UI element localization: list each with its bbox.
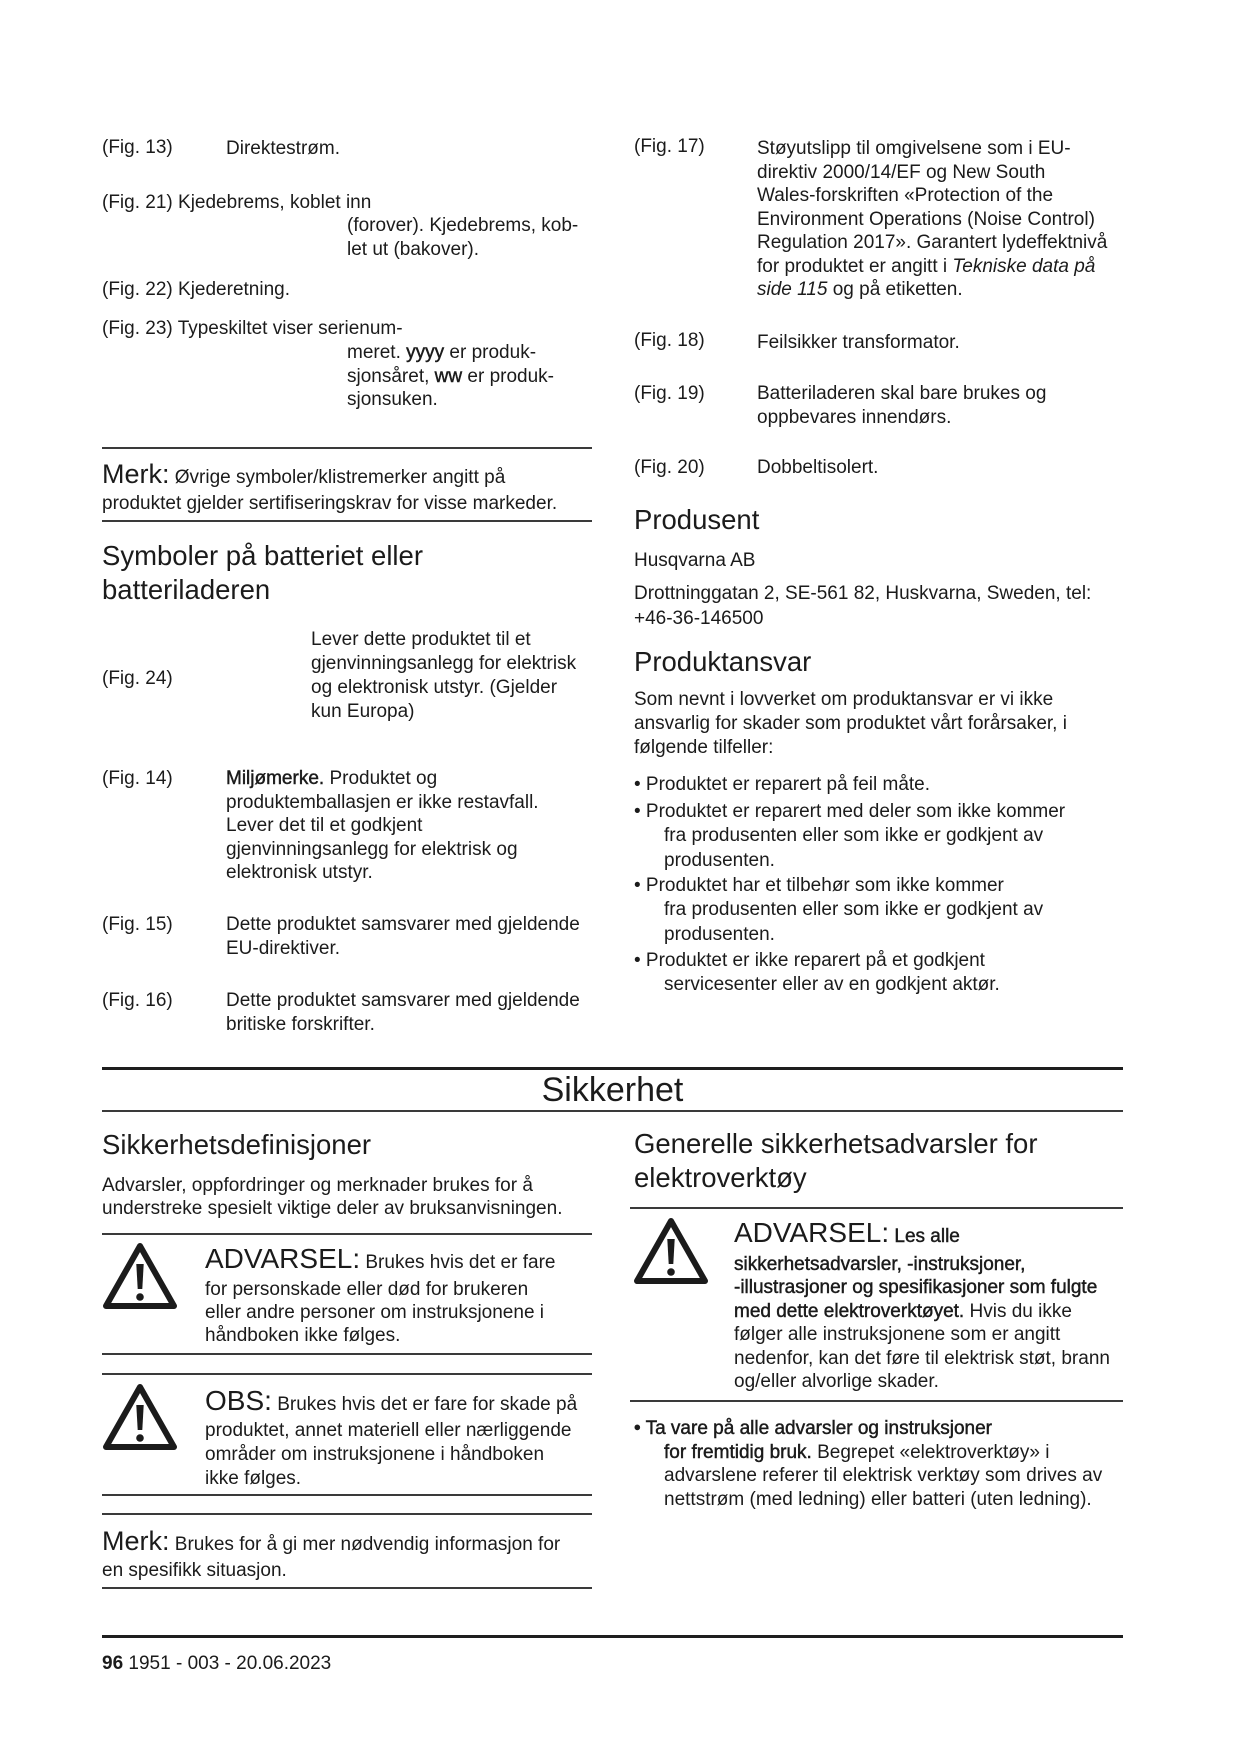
- text-line: Dette produktet samsvarer med gjeldende: [226, 914, 580, 935]
- fig23-line3: [347, 365, 554, 389]
- list-item: [634, 800, 1065, 873]
- note-label: Merk:: [102, 1526, 170, 1556]
- fig22-text: Kjederetning.: [178, 279, 290, 300]
- footer: [102, 1652, 331, 1676]
- list-item: [634, 773, 930, 797]
- fig19-text: [757, 382, 1046, 430]
- battery-symbols-heading: [102, 539, 423, 607]
- text-line: Lever dette produktet til et: [311, 629, 531, 650]
- heading-line: Symboler på batteriet eller: [102, 540, 423, 571]
- note-first-line: [102, 1527, 560, 1559]
- fig18-text: Feilsikker transformator.: [757, 332, 960, 353]
- fig23-line3-start: sjonsåret,: [347, 365, 430, 387]
- fig23-row: [102, 317, 403, 341]
- section-title: Sikkerhet: [541, 1071, 684, 1109]
- fig15-label: (Fig. 15): [102, 914, 173, 935]
- fig14-text: [226, 767, 539, 885]
- document-id: 1951 - 003 - 20.06.2023: [128, 1653, 332, 1674]
- warning-triangle-icon: [102, 1241, 178, 1311]
- manufacturer-address: [634, 582, 1091, 631]
- text-line: gjenvinningsanlegg for elektrisk og: [226, 838, 518, 860]
- text-line: håndboken ikke følges.: [205, 1325, 401, 1346]
- divider: [102, 1513, 592, 1515]
- list-item: [634, 1417, 1102, 1511]
- caution-definition: [205, 1386, 577, 1491]
- text-line: følgende tilfeller:: [634, 737, 774, 758]
- text-line: for personskade eller død for brukeren: [205, 1279, 529, 1300]
- divider: [102, 520, 592, 522]
- text-line: følger alle instruksjonene som er angitt: [734, 1324, 1061, 1346]
- phone-number: +46-36-146500: [634, 607, 764, 629]
- fig23-line3-end: er produk-: [467, 365, 554, 387]
- text-line: og/eller alvorlige skader.: [734, 1371, 939, 1393]
- fig23-line2-end: er produk-: [449, 342, 537, 363]
- text-line: Støyutslipp til omgivelsene som i EU-: [757, 138, 1071, 159]
- fig24-text: [311, 628, 576, 724]
- text-line: oppbevares innendørs.: [757, 407, 952, 428]
- divider: [102, 1353, 592, 1355]
- warning-definition: [205, 1243, 555, 1347]
- note-first-line: [102, 460, 557, 492]
- warning-triangle-icon: [102, 1382, 178, 1452]
- fig23-label: (Fig. 23): [102, 318, 173, 339]
- heading-line: elektroverktøy: [634, 1162, 807, 1193]
- text-line: elektronisk utstyr.: [226, 862, 373, 883]
- text-line: Batteriladeren skal bare brukes og: [757, 383, 1047, 404]
- warning-first-line: [205, 1243, 555, 1278]
- fig16-text: [226, 989, 580, 1036]
- text-line: direktiv 2000/14/EF og New South: [757, 161, 1046, 183]
- text-line: Environment Operations (Noise Control): [757, 208, 1095, 230]
- fig19-label: (Fig. 19): [634, 383, 705, 404]
- bullet-line: • Ta vare på alle advarsler og instruksjoner: [634, 1418, 992, 1439]
- fig18-label: (Fig. 18): [634, 330, 705, 351]
- fig15-text: [226, 913, 580, 960]
- fig16-label: (Fig. 16): [102, 990, 173, 1011]
- text-segment: for fremtidig bruk.: [664, 1441, 812, 1463]
- fig23-line2: [347, 341, 554, 365]
- text-line: [734, 1300, 1110, 1323]
- fig23-continuation: [347, 341, 554, 412]
- text-segment: og på etiketten.: [832, 279, 963, 300]
- fig23-line1: Typeskiltet viser serienum-: [177, 318, 403, 339]
- fig23-year-code: yyyy: [406, 342, 445, 363]
- fig13-label: (Fig. 13): [102, 137, 173, 158]
- text-line: en spesifikk situasjon.: [102, 1560, 287, 1581]
- fig21-line3: let ut (bakover).: [347, 238, 479, 260]
- fig22-label: (Fig. 22): [102, 279, 173, 300]
- bullet-continuation: fra produsenten eller som ikke er godkjent av: [664, 899, 1044, 921]
- eco-label-term: Miljømerke.: [226, 768, 325, 789]
- definitions-intro: [102, 1174, 562, 1220]
- general-warning: [734, 1216, 1110, 1393]
- warning-label: ADVARSEL:: [734, 1217, 890, 1248]
- bullet-line: • Produktet er reparert med deler som ikke kommer: [634, 801, 1066, 822]
- fig24-label: (Fig. 24): [102, 668, 173, 689]
- bullet-continuation: produsenten.: [664, 923, 775, 945]
- bullet-line: • Produktet er reparert på feil måte.: [634, 774, 931, 795]
- text-line: Lever det til et godkjent: [226, 815, 423, 836]
- fig14-label: (Fig. 14): [102, 768, 173, 789]
- fig22-row: [102, 278, 290, 302]
- text-line: eller andre personer om instruksjonene i: [205, 1302, 545, 1323]
- fig20-text: Dobbeltisolert.: [757, 457, 879, 478]
- fig23-line4: sjonsuken.: [347, 389, 438, 410]
- divider: [630, 1207, 1123, 1209]
- fig17-text: [757, 137, 1107, 302]
- fig13-text: Direktestrøm.: [226, 138, 340, 159]
- text-line: EU-direktiver.: [226, 937, 341, 959]
- text-line: produktemballasjen er ikke restavfall.: [226, 791, 539, 813]
- bullet-continuation: [634, 1441, 1102, 1465]
- fig21-row: [102, 191, 371, 215]
- text-line: Dette produktet samsvarer med gjeldende: [226, 990, 580, 1011]
- text-segment: Hvis du ikke: [969, 1300, 1072, 1322]
- text-segment: for produktet er angitt i: [757, 255, 948, 277]
- bullet-continuation: advarslene referer til elektrisk verktøy som drives av: [664, 1465, 1103, 1486]
- heading-line: batteriladeren: [102, 574, 271, 605]
- divider: [102, 1587, 592, 1589]
- divider: [630, 1400, 1123, 1402]
- text-line: Drottninggatan 2, SE-561 82, Huskvarna, Sweden, tel:: [634, 583, 1092, 604]
- fig20-label: (Fig. 20): [634, 457, 705, 478]
- footer-rule: [102, 1635, 1123, 1638]
- definitions-heading: Sikkerhetsdefinisjoner: [102, 1129, 372, 1160]
- heading-line: Generelle sikkerhetsadvarsler for: [634, 1128, 1038, 1159]
- text-line: kun Europa): [311, 701, 415, 722]
- text-segment: Brukes for å gi mer nødvendig informasjon for: [174, 1534, 561, 1555]
- note-line2: produktet gjelder sertifiseringskrav for visse markeder.: [102, 493, 558, 514]
- text-line: Wales-forskriften «Protection of the: [757, 185, 1054, 206]
- text-line: Advarsler, oppfordringer og merknader brukes for å: [102, 1175, 533, 1196]
- bullet-line: • Produktet er ikke reparert på et godkjent: [634, 950, 985, 971]
- cross-reference-page: side 115: [757, 279, 828, 300]
- list-item: [634, 949, 1000, 998]
- divider: [102, 1494, 592, 1496]
- warning-triangle-icon: [632, 1216, 710, 1286]
- bullet-continuation: nettstrøm (med ledning) eller batteri (uten ledning).: [664, 1488, 1092, 1510]
- divider: [102, 1373, 592, 1375]
- text-line: Som nevnt i lovverket om produktansvar er vi ikke: [634, 689, 1054, 710]
- text-segment: Les alle: [894, 1226, 960, 1247]
- fig17-label: (Fig. 17): [634, 136, 705, 157]
- text-line: sikkerhetsadvarsler, -instruksjoner,: [734, 1254, 1026, 1275]
- cross-reference: Tekniske data på: [952, 255, 1096, 277]
- text-line: og elektronisk utstyr. (Gjelder: [311, 677, 558, 698]
- fig14-first-line: [226, 767, 539, 791]
- note-label: Merk:: [102, 459, 170, 489]
- fig21-continuation: [347, 214, 578, 261]
- divider: [102, 1233, 592, 1235]
- text-line: produktet, annet materiell eller nærliggende: [205, 1420, 572, 1441]
- text-line: Regulation 2017». Garantert lydeffektnivå: [757, 232, 1108, 253]
- section-rule-bottom: [102, 1110, 1123, 1112]
- note-definition: [102, 1527, 560, 1583]
- text-segment: Brukes hvis det er fare: [365, 1252, 556, 1273]
- bullet-continuation: produsenten.: [664, 849, 775, 871]
- text-line: områder om instruksjonene i håndboken: [205, 1444, 545, 1465]
- manufacturer-heading: Produsent: [634, 504, 760, 535]
- bullet-continuation: servicesenter eller av en godkjent aktør.: [664, 974, 1000, 996]
- fig23-week-code: ww: [434, 365, 463, 387]
- text-line: -illustrasjoner og spesifikasjoner som fulgte: [734, 1277, 1098, 1299]
- text-line: ikke følges.: [205, 1468, 302, 1489]
- list-item: [634, 874, 1043, 947]
- text-line: ansvarlig for skader som produktet vårt forårsaker, i: [634, 713, 1067, 734]
- text-segment: Produktet og: [329, 768, 438, 789]
- fig21-label: (Fig. 21): [102, 192, 173, 213]
- fig21-line2: (forover). Kjedebrems, kob-: [347, 215, 579, 236]
- text-line: gjenvinningsanlegg for elektrisk: [311, 653, 577, 674]
- text-segment: Brukes hvis det er fare for skade på: [277, 1394, 578, 1415]
- manufacturer-name: Husqvarna AB: [634, 550, 756, 571]
- caution-label: OBS:: [205, 1385, 272, 1416]
- text-line: understreke spesielt viktige deler av bruksanvisningen.: [102, 1198, 563, 1219]
- general-warnings-heading: [634, 1127, 1038, 1195]
- page-number: 96: [102, 1653, 124, 1674]
- bullet-continuation: fra produsenten eller som ikke er godkjent av: [664, 825, 1044, 847]
- liability-intro: [634, 688, 1067, 760]
- note-symbols: [102, 460, 557, 516]
- warning-label: ADVARSEL:: [205, 1243, 361, 1274]
- fig23-line2-start: meret.: [347, 342, 401, 363]
- text-segment: med dette elektroverktøyet.: [734, 1300, 965, 1322]
- caution-first-line: [205, 1386, 577, 1419]
- bullet-line: • Produktet har et tilbehør som ikke kommer: [634, 875, 1004, 896]
- text-line: nedenfor, kan det føre til elektrisk støt, brann: [734, 1347, 1110, 1369]
- fig21-line1: Kjedebrems, koblet inn: [178, 192, 372, 213]
- general-warning-first-line: [734, 1216, 1110, 1253]
- liability-heading: Produktansvar: [634, 646, 812, 677]
- note-line1: Øvrige symboler/klistremerker angitt på: [174, 467, 506, 488]
- text-line: britiske forskrifter.: [226, 1013, 375, 1035]
- text-line: [757, 255, 1107, 279]
- divider: [102, 447, 592, 449]
- text-line: [757, 278, 1107, 302]
- text-segment: Begrepet «elektroverktøy» i: [817, 1441, 1050, 1463]
